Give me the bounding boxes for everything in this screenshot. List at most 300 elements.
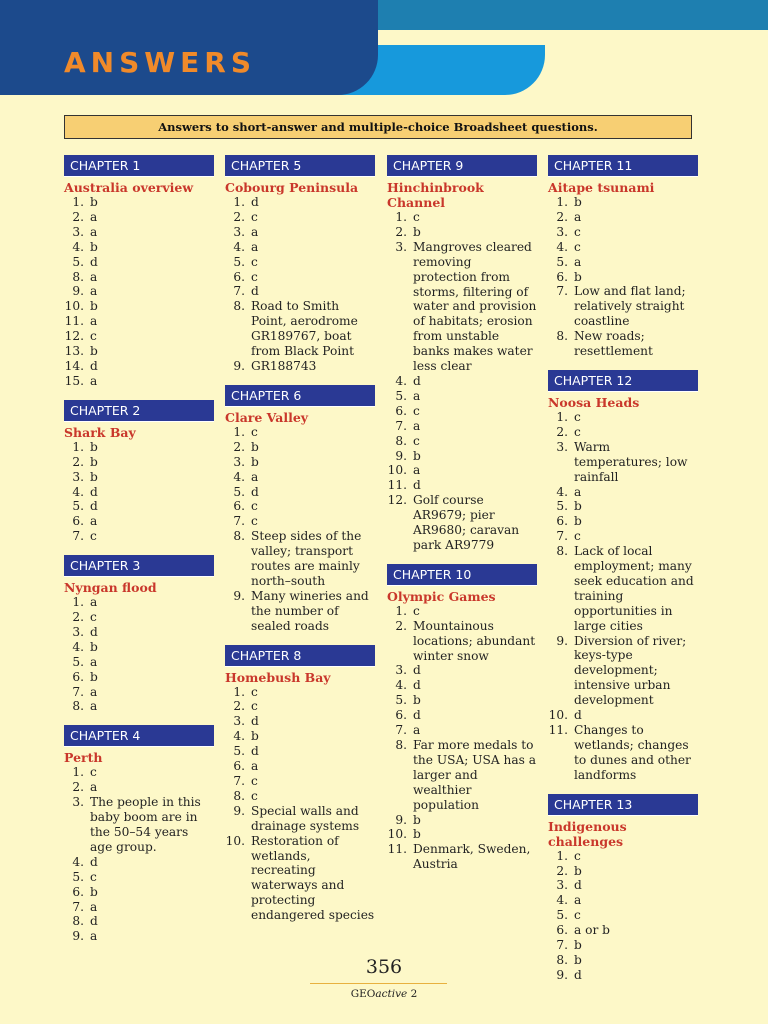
answer-number: 3. xyxy=(72,624,84,639)
answer-text: d xyxy=(251,714,259,729)
answer-text: c xyxy=(90,329,97,344)
answer-text: a or b xyxy=(574,923,610,938)
answer-number: 12. xyxy=(64,329,84,344)
book-title-prefix: GEO xyxy=(350,988,376,1000)
answer-number: 6. xyxy=(72,669,84,684)
answer-list xyxy=(225,685,375,924)
chapter-heading: CHAPTER 13 xyxy=(548,794,698,816)
answer-item xyxy=(64,655,214,670)
answer-item xyxy=(548,634,698,709)
answer-item xyxy=(387,678,537,693)
answer-number: 6. xyxy=(395,403,407,418)
answer-text: a xyxy=(90,699,98,714)
answers-column-2 xyxy=(225,155,375,934)
chapter-heading: CHAPTER 11 xyxy=(548,155,698,177)
answer-text: c xyxy=(251,269,258,284)
answer-number: 1. xyxy=(395,210,407,224)
answer-text: The people in this baby boom are in the 50–54 years age group. xyxy=(90,795,201,854)
answer-number: 8. xyxy=(72,914,84,929)
answer-item xyxy=(225,455,375,470)
answer-item xyxy=(225,299,375,359)
chapter-heading: CHAPTER 1 xyxy=(64,155,214,177)
answer-item xyxy=(548,270,698,285)
answer-number: 1. xyxy=(395,603,407,618)
chapter-topic: Hinchinbrook Channel xyxy=(387,180,484,210)
answer-text: a xyxy=(574,209,582,224)
answer-number: 2. xyxy=(556,209,568,224)
answer-number: 8. xyxy=(556,329,568,344)
answer-item xyxy=(548,723,698,783)
answer-number: 5. xyxy=(556,499,568,514)
answer-item xyxy=(225,514,375,529)
answer-item xyxy=(387,404,537,419)
answer-number: 9. xyxy=(233,588,245,603)
answer-item xyxy=(64,795,214,855)
answer-text: d xyxy=(90,484,98,499)
answer-number: 10. xyxy=(225,833,245,848)
answer-text: New roads; resettlement xyxy=(574,329,653,359)
answer-item xyxy=(64,329,214,344)
answer-item xyxy=(225,470,375,485)
chapter-topic: Olympic Games xyxy=(387,588,496,604)
answer-number: 7. xyxy=(72,899,84,914)
answer-text: c xyxy=(251,254,258,269)
answer-item xyxy=(387,240,537,374)
answer-item xyxy=(387,493,537,553)
answer-item xyxy=(64,870,214,885)
answer-text: Denmark, Sweden, Austria xyxy=(413,842,531,872)
answer-list xyxy=(64,440,214,544)
answer-number: 4. xyxy=(233,239,245,254)
answer-number: 11. xyxy=(387,842,407,857)
chapter-heading: CHAPTER 3 xyxy=(64,555,214,577)
page-title: ANSWERS xyxy=(64,46,257,79)
chapter-heading: CHAPTER 2 xyxy=(64,400,214,422)
answer-number: 1. xyxy=(72,765,84,780)
answer-text: c xyxy=(574,409,581,424)
answer-text: c xyxy=(574,239,581,254)
page-number: 356 xyxy=(365,956,403,978)
answer-item xyxy=(548,284,698,329)
answer-text: b xyxy=(90,195,98,209)
answer-number: 10. xyxy=(548,708,568,723)
answer-text: c xyxy=(413,403,420,418)
answer-number: 5. xyxy=(233,484,245,499)
answer-item xyxy=(387,723,537,738)
chapter-topic: Indigenous challenges xyxy=(548,818,627,849)
answer-item xyxy=(387,813,537,828)
answer-item xyxy=(225,425,375,440)
answer-text: a xyxy=(413,723,421,738)
answer-text: d xyxy=(413,373,421,388)
answer-item xyxy=(64,210,214,225)
answer-item xyxy=(225,589,375,634)
answer-item xyxy=(225,804,375,834)
answer-list xyxy=(64,195,214,389)
answer-item xyxy=(548,893,698,908)
answer-number: 10. xyxy=(387,827,407,842)
answer-text: a xyxy=(90,929,98,944)
answer-number: 4. xyxy=(395,373,407,388)
chapter-topic: Perth xyxy=(64,750,103,766)
answer-item xyxy=(225,774,375,789)
answer-text: b xyxy=(413,827,421,842)
book-title-italic: active xyxy=(375,988,408,1000)
answer-text: c xyxy=(413,603,420,618)
answer-text: c xyxy=(574,224,581,239)
answer-item xyxy=(225,485,375,500)
answer-number: 2. xyxy=(233,209,245,224)
answer-item xyxy=(387,738,537,813)
answer-number: 2. xyxy=(72,780,84,795)
answer-text: a xyxy=(251,469,259,484)
answer-number: 7. xyxy=(233,284,245,299)
answer-number: 1. xyxy=(556,195,568,209)
answer-number: 8. xyxy=(72,699,84,714)
chapter-block xyxy=(548,370,698,783)
chapter-block xyxy=(387,155,537,553)
chapter-block xyxy=(64,725,214,944)
answer-text: a xyxy=(574,484,582,499)
answer-number: 5. xyxy=(395,693,407,708)
answer-item xyxy=(387,708,537,723)
answer-text: d xyxy=(90,499,98,514)
answer-number: 4. xyxy=(556,239,568,254)
answer-number: 7. xyxy=(556,284,568,299)
answer-text: a xyxy=(251,239,259,254)
answer-item xyxy=(64,855,214,870)
answer-text: c xyxy=(574,424,581,439)
answer-number: 6. xyxy=(556,923,568,938)
answer-item xyxy=(548,225,698,240)
answer-number: 8. xyxy=(556,952,568,967)
answer-item xyxy=(225,359,375,374)
chapter-heading: CHAPTER 6 xyxy=(225,385,375,407)
answer-number: 1. xyxy=(72,595,84,610)
answer-item xyxy=(548,195,698,210)
answer-item xyxy=(64,299,214,314)
answer-text: c xyxy=(251,684,258,699)
answer-text: c xyxy=(574,529,581,544)
chapter-heading: CHAPTER 12 xyxy=(548,370,698,392)
chapter-topic: Aitape tsunami xyxy=(548,180,655,195)
answer-number: 4. xyxy=(556,893,568,908)
answer-number: 6. xyxy=(556,514,568,529)
answer-text: a xyxy=(413,388,421,403)
answer-text: GR188743 xyxy=(251,358,317,373)
chapter-block xyxy=(64,555,214,714)
answer-text: Changes to wetlands; changes to dunes and other landforms xyxy=(574,723,691,782)
answer-item xyxy=(225,284,375,299)
answer-number: 2. xyxy=(233,439,245,454)
answer-text: c xyxy=(90,765,97,780)
answer-item xyxy=(64,610,214,625)
answer-number: 7. xyxy=(72,529,84,544)
answer-item xyxy=(225,529,375,589)
answer-text: a xyxy=(90,269,98,284)
answer-item xyxy=(225,834,375,923)
answer-number: 3. xyxy=(233,454,245,469)
answer-item xyxy=(387,374,537,389)
answer-text: d xyxy=(251,484,259,499)
answer-number: 1. xyxy=(556,409,568,424)
answer-number: 8. xyxy=(395,738,407,752)
answer-number: 3. xyxy=(395,663,407,678)
answers-note: Answers to short-answer and multiple-choice Broadsheet questions. xyxy=(64,115,692,139)
answer-text: d xyxy=(574,878,582,893)
answer-item xyxy=(64,359,214,374)
answer-list xyxy=(64,765,214,944)
answer-number: 5. xyxy=(72,254,84,269)
chapter-heading: CHAPTER 5 xyxy=(225,155,375,177)
answer-text: a xyxy=(90,314,98,329)
answer-text: c xyxy=(251,424,258,439)
answer-text: d xyxy=(90,914,98,929)
answer-text: Steep sides of the valley; transport routes are mainly north–south xyxy=(251,529,362,588)
answer-item xyxy=(225,440,375,455)
answer-number: 7. xyxy=(233,514,245,529)
answer-number: 5. xyxy=(72,869,84,884)
answer-item xyxy=(64,455,214,470)
answer-number: 6. xyxy=(233,269,245,284)
answer-item xyxy=(64,625,214,640)
answer-number: 4. xyxy=(556,484,568,499)
answer-number: 2. xyxy=(556,863,568,878)
answer-text: c xyxy=(574,908,581,923)
answer-item xyxy=(225,255,375,270)
answer-number: 6. xyxy=(556,269,568,284)
answer-text: b xyxy=(90,884,98,899)
answer-item xyxy=(387,389,537,404)
chapter-heading: CHAPTER 8 xyxy=(225,645,375,667)
answer-item xyxy=(387,663,537,678)
answer-number: 8. xyxy=(233,299,245,314)
answer-text: Mangroves cleared removing protection from storms, filtering of water and provision of habitats; erosion from unstable banks makes water less clear xyxy=(413,239,537,374)
answer-number: 3. xyxy=(233,224,245,239)
answer-number: 8. xyxy=(233,788,245,803)
answer-number: 9. xyxy=(72,929,84,944)
answer-item xyxy=(225,789,375,804)
answer-text: d xyxy=(251,195,259,209)
answers-column-1 xyxy=(64,155,214,955)
answer-text: b xyxy=(90,639,98,654)
answer-item xyxy=(548,514,698,529)
answer-number: 9. xyxy=(556,633,568,648)
answer-number: 1. xyxy=(72,439,84,454)
answer-text: c xyxy=(90,610,97,625)
answer-number: 2. xyxy=(72,610,84,625)
chapter-block xyxy=(64,155,214,389)
answer-text: b xyxy=(574,952,582,967)
answer-number: 4. xyxy=(233,729,245,744)
answer-item xyxy=(387,827,537,842)
answer-text: a xyxy=(90,373,98,388)
answer-text: b xyxy=(413,812,421,827)
answer-text: a xyxy=(413,418,421,433)
footer-divider xyxy=(310,983,447,984)
answer-number: 14. xyxy=(64,358,84,373)
answer-item xyxy=(387,210,537,225)
answer-number: 5. xyxy=(556,254,568,269)
answer-item xyxy=(548,240,698,255)
answer-item xyxy=(64,699,214,714)
answer-text: d xyxy=(251,284,259,299)
answer-number: 15. xyxy=(64,373,84,388)
answer-item xyxy=(548,485,698,500)
answer-number: 12. xyxy=(387,493,407,508)
answer-number: 2. xyxy=(72,454,84,469)
answer-item xyxy=(64,314,214,329)
answer-item xyxy=(387,463,537,478)
answer-text: c xyxy=(574,848,581,863)
answer-number: 2. xyxy=(395,224,407,239)
answer-text: Mountainous locations; abundant winter snow xyxy=(413,618,536,663)
answer-item xyxy=(548,849,698,864)
chapter-topic: Australia overview xyxy=(64,180,194,195)
answer-text: d xyxy=(90,854,98,869)
answer-item xyxy=(225,699,375,714)
answer-text: a xyxy=(90,224,98,239)
answer-number: 3. xyxy=(72,469,84,484)
answer-text: b xyxy=(574,863,582,878)
answer-number: 5. xyxy=(72,654,84,669)
answer-number: 5. xyxy=(72,499,84,514)
answer-item xyxy=(64,344,214,359)
answer-number: 9. xyxy=(395,812,407,827)
chapter-heading: CHAPTER 9 xyxy=(387,155,537,177)
answer-text: c xyxy=(251,774,258,788)
answer-item xyxy=(548,425,698,440)
answer-text: Far more medals to the USA; USA has a larger and wealthier population xyxy=(413,738,537,812)
answer-text: d xyxy=(251,744,259,759)
answer-text: d xyxy=(90,254,98,269)
answer-text: c xyxy=(90,869,97,884)
chapter-block xyxy=(387,564,537,872)
answer-item xyxy=(64,885,214,900)
answer-item xyxy=(548,878,698,893)
answer-number: 4. xyxy=(72,854,84,869)
answer-list xyxy=(225,425,375,634)
answer-text: a xyxy=(90,684,98,699)
answer-number: 1. xyxy=(72,195,84,209)
answer-item xyxy=(64,514,214,529)
answer-text: d xyxy=(574,967,582,982)
answer-number: 3. xyxy=(556,224,568,239)
answer-item xyxy=(64,640,214,655)
answer-text: a xyxy=(90,209,98,224)
answer-item xyxy=(64,529,214,544)
answer-text: Special walls and drainage systems xyxy=(251,803,360,833)
answer-text: a xyxy=(90,284,98,299)
answer-number: 4. xyxy=(72,484,84,499)
answer-item xyxy=(387,842,537,872)
answer-number: 8. xyxy=(233,529,245,544)
answer-text: b xyxy=(90,239,98,254)
answer-number: 5. xyxy=(556,908,568,923)
answer-text: b xyxy=(90,439,98,454)
answer-number: 1. xyxy=(233,195,245,209)
answer-item xyxy=(225,270,375,285)
answer-item xyxy=(225,729,375,744)
answer-item xyxy=(64,499,214,514)
answer-text: b xyxy=(251,729,259,744)
answer-text: c xyxy=(251,514,258,529)
answer-text: d xyxy=(90,358,98,373)
answer-item xyxy=(225,714,375,729)
answer-item xyxy=(225,744,375,759)
answer-number: 11. xyxy=(548,723,568,737)
chapter-topic: Homebush Bay xyxy=(225,669,331,685)
chapter-block xyxy=(225,155,375,374)
chapter-topic: Clare Valley xyxy=(225,409,309,425)
answer-item xyxy=(387,434,537,449)
answer-list xyxy=(548,195,698,359)
answer-number: 2. xyxy=(233,699,245,714)
answer-item xyxy=(64,780,214,795)
answer-text: b xyxy=(574,514,582,529)
answer-text: d xyxy=(413,478,421,493)
answer-number: 4. xyxy=(395,678,407,693)
answer-number: 6. xyxy=(233,759,245,774)
answer-item xyxy=(64,255,214,270)
answer-text: c xyxy=(413,433,420,448)
chapter-block xyxy=(225,645,375,924)
answer-item xyxy=(548,544,698,633)
answer-number: 3. xyxy=(72,224,84,239)
answer-number: 9. xyxy=(233,358,245,373)
answer-text: a xyxy=(90,595,98,610)
answer-item xyxy=(225,210,375,225)
book-title-suffix: 2 xyxy=(407,988,418,1000)
answer-text: b xyxy=(574,938,582,953)
answer-item xyxy=(548,255,698,270)
answer-number: 7. xyxy=(556,938,568,953)
answer-number: 11. xyxy=(387,478,407,493)
answer-number: 9. xyxy=(395,448,407,463)
answer-item xyxy=(64,485,214,500)
answer-number: 9. xyxy=(233,803,245,818)
answer-text: b xyxy=(574,195,582,209)
answer-item xyxy=(548,410,698,425)
answer-item xyxy=(548,864,698,879)
answer-number: 4. xyxy=(72,639,84,654)
answer-item xyxy=(387,449,537,464)
book-title xyxy=(0,988,768,1000)
answer-text: d xyxy=(413,663,421,678)
answer-text: d xyxy=(90,624,98,639)
answer-number: 7. xyxy=(72,684,84,699)
answer-text: Lack of local employment; many seek education and training opportunities in large cities xyxy=(574,544,694,633)
answer-number: 2. xyxy=(556,424,568,439)
answer-item xyxy=(387,604,537,619)
answer-item xyxy=(225,195,375,210)
answer-item xyxy=(64,470,214,485)
answer-text: a xyxy=(574,254,582,269)
answer-item xyxy=(387,693,537,708)
answer-item xyxy=(225,225,375,240)
answer-text: Warm temperatures; low rainfall xyxy=(574,439,688,484)
answer-item xyxy=(64,270,214,285)
answer-number: 5. xyxy=(233,744,245,759)
answer-number: 7. xyxy=(395,418,407,433)
answer-number: 11. xyxy=(64,314,84,329)
answer-text: a xyxy=(251,224,259,239)
answer-item xyxy=(225,240,375,255)
answer-number: 6. xyxy=(72,514,84,529)
answer-text: a xyxy=(90,514,98,529)
answer-item xyxy=(548,499,698,514)
answer-text: d xyxy=(413,678,421,693)
